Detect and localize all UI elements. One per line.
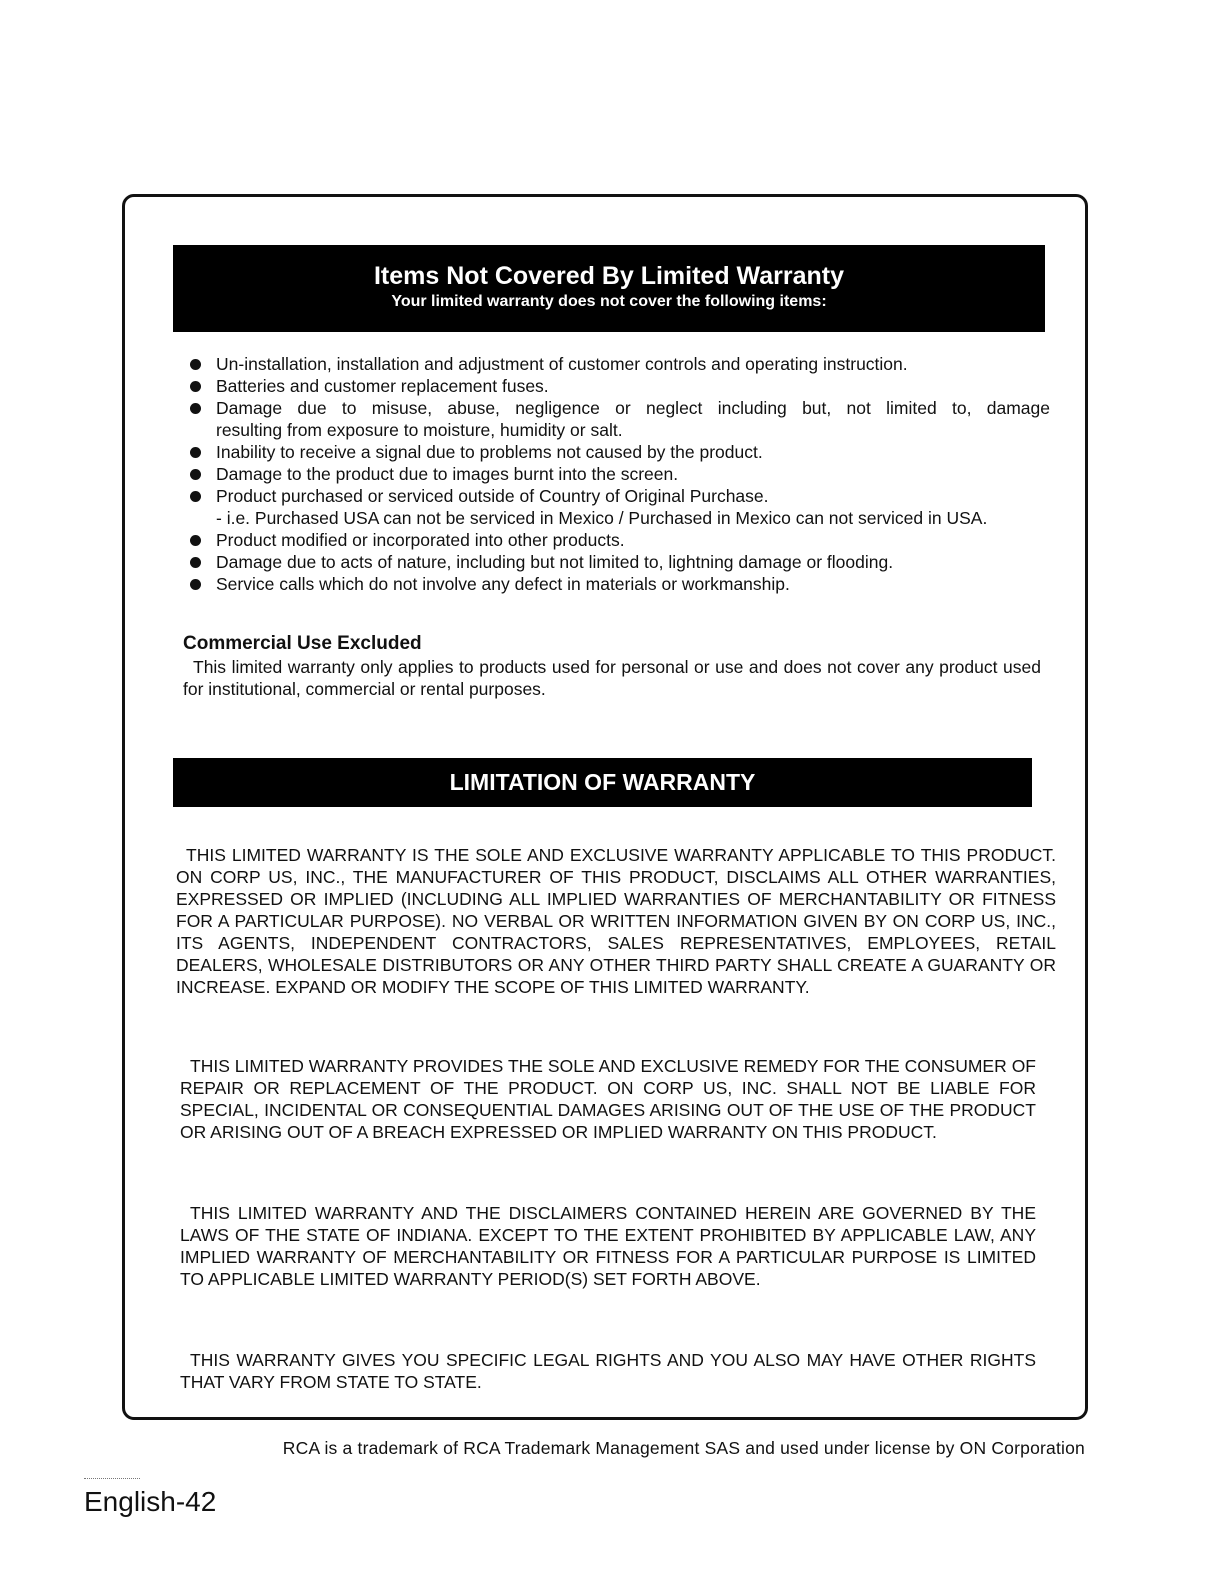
bullet-icon: [190, 535, 201, 546]
commercial-use-heading: Commercial Use Excluded: [183, 633, 422, 654]
bullet-icon: [190, 403, 201, 414]
page-number: English-42: [84, 1486, 217, 1517]
list-item: Damage due to misuse, abuse, negligence or neglect including but, not limited to, damage resulting from exposure to moisture, humidity or salt.: [190, 397, 1050, 441]
trademark-notice: RCA is a trademark of RCA Trademark Management SAS and used under license by ON Corporation: [282, 1438, 1085, 1458]
bullet-icon: [190, 381, 201, 392]
items-not-covered-banner: [173, 245, 1045, 332]
list-item: Service calls which do not involve any defect in materials or workmanship.: [190, 573, 1050, 595]
list-item: Product modified or incorporated into other products.: [190, 529, 1050, 551]
bullet-icon: [190, 579, 201, 590]
commercial-use-text: This limited warranty only applies to products used for personal or use and does not cover any product used for institutional, commercial or rental purposes.: [183, 657, 1041, 699]
bullet-icon: [190, 557, 201, 568]
limitation-paragraph: THIS LIMITED WARRANTY IS THE SOLE AND EXCLUSIVE WARRANTY APPLICABLE TO THIS PRODUCT. ON CORP US, INC., THE MANUFACTURER OF THIS PRODUCT, DISCLAIMS ALL OTHER WARRANTIES, EXPRESSED OR IMPLIED (INCLUDING ALL IMPLIED WARRANTIES OF MERCHANTABILITY OR FITNESS FOR A PARTICULAR PURPOSE). NO VERBAL OR WRITTEN INFORMATION GIVEN BY ON CORP US, INC., ITS AGENTS, INDEPENDENT CONTRACTORS, SALES REPRESENTATIVES, EMPLOYEES, RETAIL DEALERS, WHOLESALE DISTRIBUTORS OR ANY OTHER THIRD PARTY SHALL CREATE A GUARANTY OR INCREASE. EXPAND OR MODIFY THE SCOPE OF THIS LIMITED WARRANTY.: [176, 845, 1056, 997]
limitation-paragraph: THIS WARRANTY GIVES YOU SPECIFIC LEGAL RIGHTS AND YOU ALSO MAY HAVE OTHER RIGHTS THAT VARY FROM STATE TO STATE.: [180, 1350, 1036, 1392]
bullet-icon: [190, 359, 201, 370]
bullet-icon: [190, 491, 201, 502]
list-item: Damage to the product due to images burnt into the screen.: [190, 463, 1050, 485]
items-not-covered-title: Items Not Covered By Limited Warranty: [373, 262, 844, 290]
limitation-paragraph: THIS LIMITED WARRANTY PROVIDES THE SOLE AND EXCLUSIVE REMEDY FOR THE CONSUMER OF REPAIR OR REPLACEMENT OF THE PRODUCT. ON CORP US, INC. SHALL NOT BE LIABLE FOR SPECIAL, INCIDENTAL OR CONSEQUENTIAL DAMAGES ARISING OUT OF THE USE OF THE PRODUCT OR ARISING OUT OF A BREACH EXPRESSED OR IMPLIED WARRANTY ON THIS PRODUCT.: [180, 1056, 1036, 1142]
list-item: Batteries and customer replacement fuses.: [190, 375, 1050, 397]
limitation-title: LIMITATION OF WARRANTY: [449, 769, 756, 795]
limitation-paragraph: THIS LIMITED WARRANTY AND THE DISCLAIMERS CONTAINED HEREIN ARE GOVERNED BY THE LAWS OF THE STATE OF INDIANA. EXCEPT TO THE EXTENT PROHIBITED BY APPLICABLE LAW, ANY IMPLIED WARRANTY OF MERCHANTABILITY OR FITNESS FOR A PARTICULAR PURPOSE IS LIMITED TO APPLICABLE LIMITED WARRANTY PERIOD(S) SET FORTH ABOVE.: [180, 1203, 1036, 1289]
list-item: Product purchased or serviced outside of Country of Original Purchase. - i.e. Purchased USA can not be serviced in Mexico / Purchased in Mexico can not serviced in USA.: [190, 485, 1050, 529]
not-covered-list: [190, 353, 1050, 595]
bullet-icon: [190, 469, 201, 480]
limitation-banner: [173, 758, 1032, 807]
list-item: Damage due to acts of nature, including but not limited to, lightning damage or flooding.: [190, 551, 1050, 573]
footer-divider: [84, 1478, 140, 1479]
bullet-icon: [190, 447, 201, 458]
list-item: Un-installation, installation and adjustment of customer controls and operating instruction.: [190, 353, 1050, 375]
commercial-use-section: [183, 632, 1041, 700]
list-item: Inability to receive a signal due to problems not caused by the product.: [190, 441, 1050, 463]
items-not-covered-subtitle: Your limited warranty does not cover the following items:: [391, 293, 827, 310]
